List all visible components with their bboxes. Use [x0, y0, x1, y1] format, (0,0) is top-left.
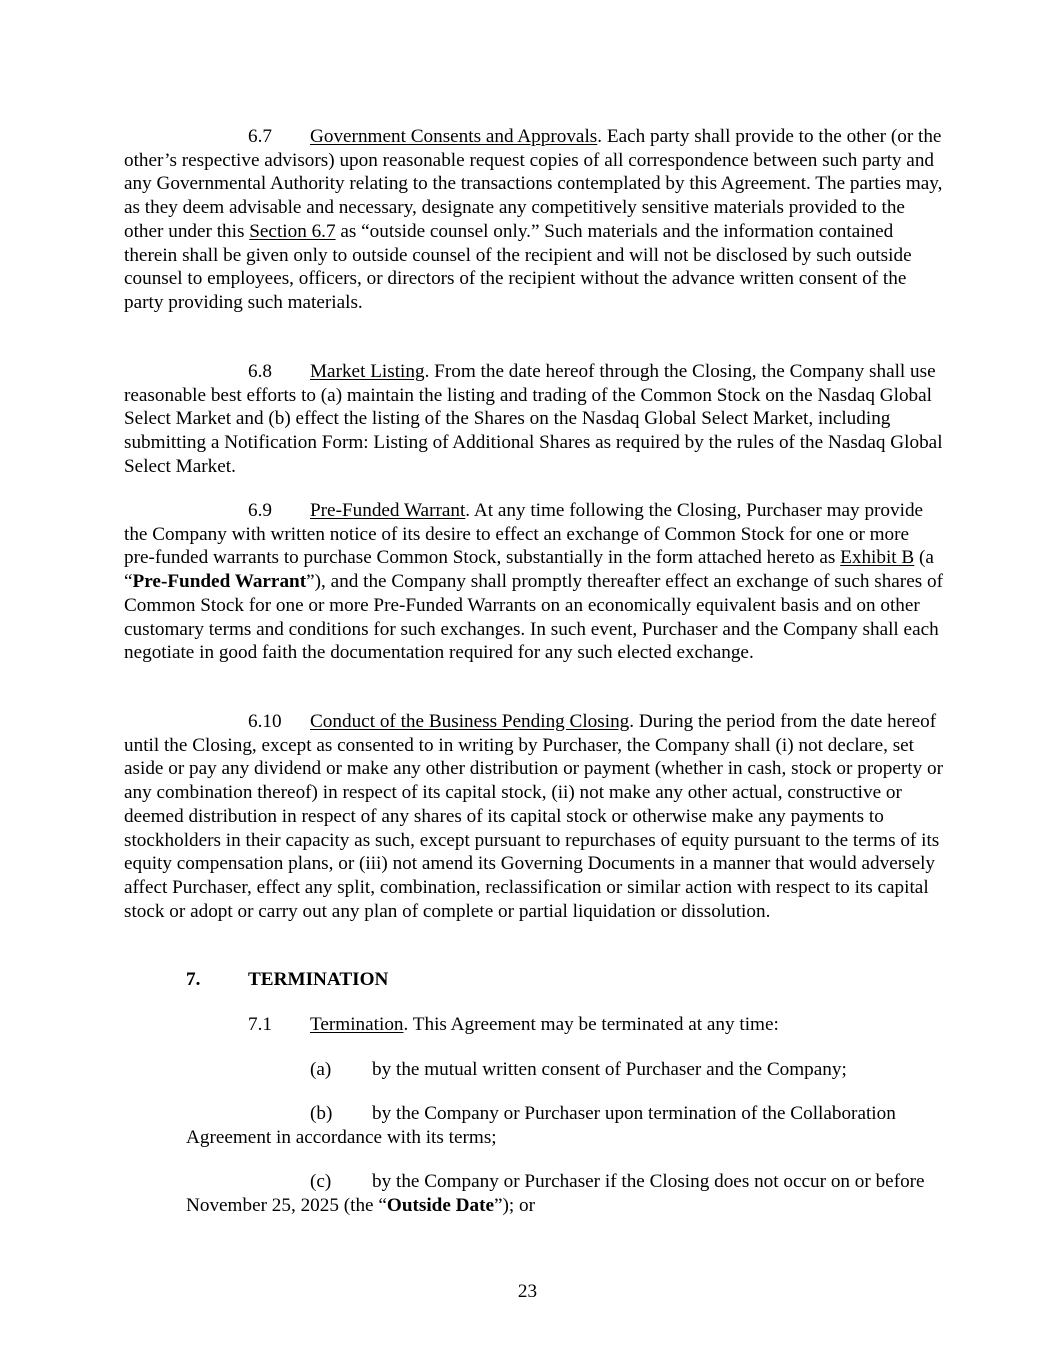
clause-b [186, 1102, 946, 1149]
section-number: 6.9 [248, 500, 272, 521]
clause-label: (a) [310, 1059, 332, 1080]
section-6-8 [124, 360, 944, 479]
section-number: 6.8 [248, 361, 272, 382]
section-text: . From the date hereof through the Closing, the Company shall use reasonable best efforts to (a) maintain the listing and trading of the Common Stock on the Nasdaq Global Select Market and (b) effect the listing of the Shares on the Nasdaq Global Select Market, including submitting a Notification Form: Listing of Additional Shares as required by the rules of the Nasdaq Global Select Market. [124, 361, 943, 477]
clause-a [124, 1058, 944, 1082]
section-title: Government Consents and Approvals [310, 126, 598, 147]
section-text: ”), and the Company shall promptly thereafter effect an exchange of such shares of Common Stock for one or more Pre-Funded Warrants on an economically equivalent basis and on other customary terms and conditions for such exchanges. In such event, Purchaser and the Company shall each negotiate in good faith the documentation required for any such elected exchange. [124, 571, 943, 664]
clause-text: ”); or [494, 1194, 536, 1216]
clause-text: by the Company or Purchaser upon termination of the Collaboration Agreement in accordance with its terms; [186, 1103, 896, 1148]
section-number: 6.7 [248, 126, 272, 147]
section-title: Conduct of the Business Pending Closing [310, 711, 630, 732]
clause-text: by the Company or Purchaser if the Closing does not occur on or before November 25, 2025 (the “ [186, 1171, 925, 1216]
exhibit-reference: Exhibit B [840, 547, 915, 569]
clause-label: (b) [310, 1103, 333, 1124]
section-number: 6.10 [248, 711, 282, 732]
section-6-7 [124, 125, 944, 315]
section-text: as “outside counsel only.” Such materials and the information contained therein shall be given only to outside counsel of the recipient and will not be disclosed by such outside counsel to employees, officers, or directors of the recipient without the advance written consent of the party providing such materials. [124, 220, 912, 313]
defined-term: Pre-Funded Warrant [132, 571, 307, 593]
section-6-9 [124, 499, 944, 665]
section-text: (a “ [124, 547, 934, 593]
section-title: Termination [310, 1014, 404, 1035]
section-7-1 [124, 1013, 944, 1037]
article-number: 7. [186, 969, 201, 990]
page-number: 23 [517, 1281, 538, 1302]
section-title: Market Listing [310, 361, 425, 382]
section-text: . At any time following the Closing, Purchaser may provide the Company with written notice of its desire to effect an exchange of Common Stock for one or more pre-funded warrants to purchase Common Stock, substantially in the form attached hereto as [124, 500, 924, 569]
section-6-10 [124, 710, 944, 923]
defined-term: Outside Date [386, 1194, 495, 1216]
section-text: . This Agreement may be terminated at any time: [403, 1014, 779, 1035]
section-text: . Each party shall provide to the other (or the other’s respective advisors) upon reasonable request copies of all correspondence between such party and any Governmental Authority relating to the transactions contemplated by this Agreement. The parties may, as they deem advisable and necessary, designate any competitively sensitive materials provided to the other under this [124, 126, 943, 242]
article-title: TERMINATION [248, 969, 389, 990]
clause-text: by the mutual written consent of Purchaser and the Company; [372, 1059, 847, 1080]
section-title: Pre-Funded Warrant [310, 500, 466, 521]
article-heading-termination [186, 968, 388, 992]
section-reference: Section 6.7 [249, 220, 336, 242]
clause-c [186, 1170, 946, 1217]
section-text: . During the period from the date hereof until the Closing, except as consented to in writing by Purchaser, the Company shall (i) not declare, set aside or pay any dividend or make any other distribution or payment (whether in cash, stock or property or any combination thereof) in respect of its capital stock, (ii) not make any other actual, constructive or deemed distribution in respect of any shares of its capital stock or otherwise make any payments to stockholders in their capacity as such, except pursuant to repurchases of equity pursuant to the terms of its equity compensation plans, or (iii) not amend its Governing Documents in a manner that would adversely affect Purchaser, effect any split, combination, reclassification or similar action with respect to its capital stock or adopt or carry out any plan of complete or partial liquidation or dissolution. [124, 711, 943, 922]
section-number: 7.1 [248, 1014, 272, 1035]
clause-label: (c) [310, 1171, 332, 1192]
